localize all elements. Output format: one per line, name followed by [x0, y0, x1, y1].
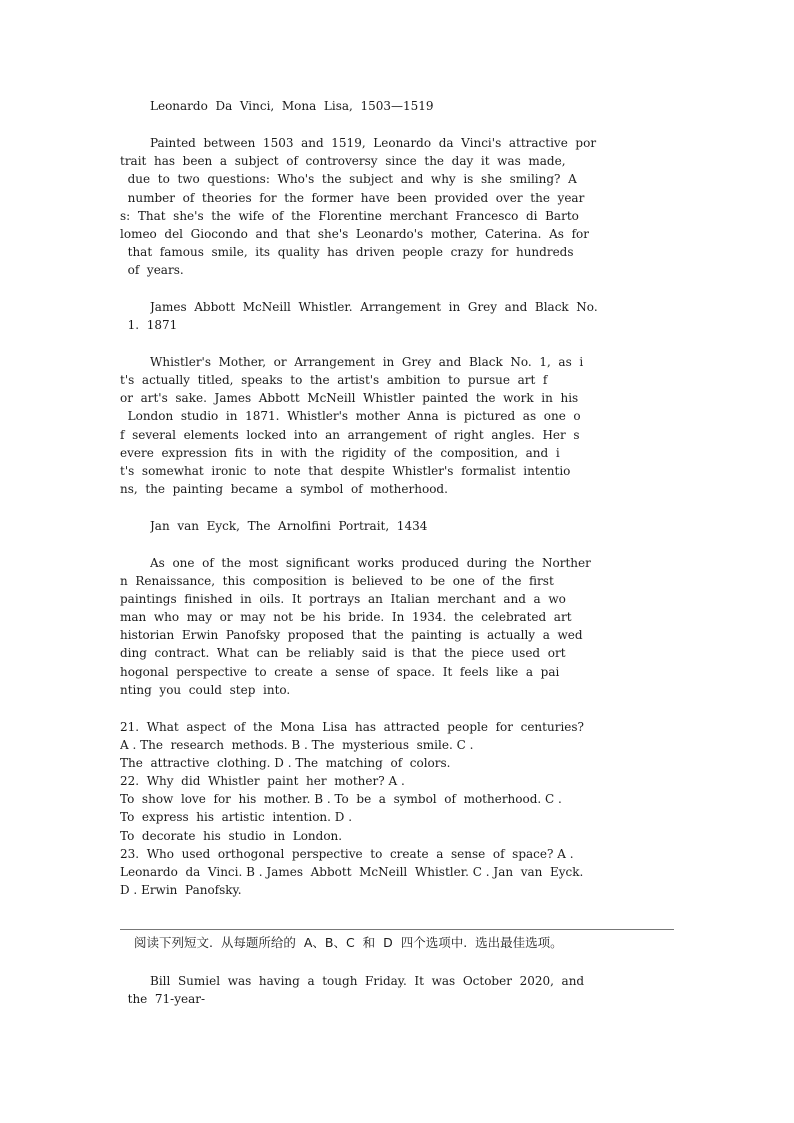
para3-line: hogonal perspective to create a sense of space. It feels like a pai	[120, 665, 560, 679]
para2-line: Whistler's Mother, or Arrangement in Grey and Black No. 1, as i	[150, 355, 584, 369]
question-23-options: D . Erwin Panofsky.	[120, 883, 242, 897]
para1-line: due to two questions: Who's the subject and why is she smiling? A	[120, 172, 577, 186]
reading-instruction: 阅读下列短文. 从每题所给的 A、B、C 和 D 四个选项中. 选出最佳选项。	[134, 935, 563, 950]
para1-line: that famous smile, its quality has driven people crazy for hundreds	[120, 245, 574, 259]
heading-whistler: James Abbott McNeill Whistler. Arrangement in Grey and Black No.	[150, 300, 598, 314]
heading-van-eyck: Jan van Eyck, The Arnolfini Portrait, 1434	[150, 519, 428, 533]
para4-line: Bill Sumiel was having a tough Friday. It was October 2020, and	[150, 974, 585, 988]
para2-line: t's actually titled, speaks to the artist's ambition to pursue art f	[120, 373, 548, 387]
section-divider	[120, 929, 674, 930]
para1-line: number of theories for the former have been provided over the year	[120, 191, 585, 205]
para3-line: historian Erwin Panofsky proposed that the painting is actually a wed	[120, 628, 583, 642]
para3-line: ding contract. What can be reliably said is that the piece used ort	[120, 646, 566, 660]
para2-line: t's somewhat ironic to note that despite Whistler's formalist intentio	[120, 464, 571, 478]
para2-line: evere expression fits in with the rigidity of the composition, and i	[120, 446, 560, 460]
question-22-options: To show love for his mother. B . To be a symbol of motherhood. C .	[120, 792, 562, 806]
heading-mona-lisa: Leonardo Da Vinci, Mona Lisa, 1503—1519	[150, 99, 434, 113]
para3-line: n Renaissance, this composition is believed to be one of the first	[120, 574, 554, 588]
para1-line: of years.	[120, 263, 184, 277]
para3-line: paintings finished in oils. It portrays an Italian merchant and a wo	[120, 592, 566, 606]
question-22-options: To decorate his studio in London.	[120, 829, 343, 843]
question-23-options: Leonardo da Vinci. B . James Abbott McNeill Whistler. C . Jan van Eyck.	[120, 865, 584, 879]
question-21: 21. What aspect of the Mona Lisa has attracted people for centuries?	[120, 720, 584, 734]
para2-line: London studio in 1871. Whistler's mother Anna is pictured as one o	[120, 409, 581, 423]
para3-line: nting you could step into.	[120, 683, 291, 697]
question-22-options: To express his artistic intention. D .	[120, 810, 353, 824]
para2-line: f several elements locked into an arrangement of right angles. Her s	[120, 428, 580, 442]
para1-line: lomeo del Giocondo and that she's Leonardo's mother, Caterina. As for	[120, 227, 589, 241]
question-21-options: A . The research methods. B . The mysterious smile. C .	[120, 738, 474, 752]
heading-whistler-cont: 1. 1871	[120, 318, 178, 332]
para3-line: man who may or may not be his bride. In 1934. the celebrated art	[120, 610, 572, 624]
question-23: 23. Who used orthogonal perspective to create a sense of space? A .	[120, 847, 574, 861]
question-22: 22. Why did Whistler paint her mother? A .	[120, 774, 405, 788]
para1-line: Painted between 1503 and 1519, Leonardo da Vinci's attractive por	[150, 136, 597, 150]
para1-line: s: That she's the wife of the Florentine merchant Francesco di Barto	[120, 209, 579, 223]
para2-line: ns, the painting became a symbol of motherhood.	[120, 482, 448, 496]
para3-line: As one of the most significant works produced during the Norther	[150, 556, 591, 570]
para1-line: trait has been a subject of controversy since the day it was made,	[120, 154, 566, 168]
para4-line: the 71-year-	[120, 992, 206, 1006]
question-21-options: The attractive clothing. D . The matching of colors.	[120, 756, 451, 770]
para2-line: or art's sake. James Abbott McNeill Whistler painted the work in his	[120, 391, 579, 405]
